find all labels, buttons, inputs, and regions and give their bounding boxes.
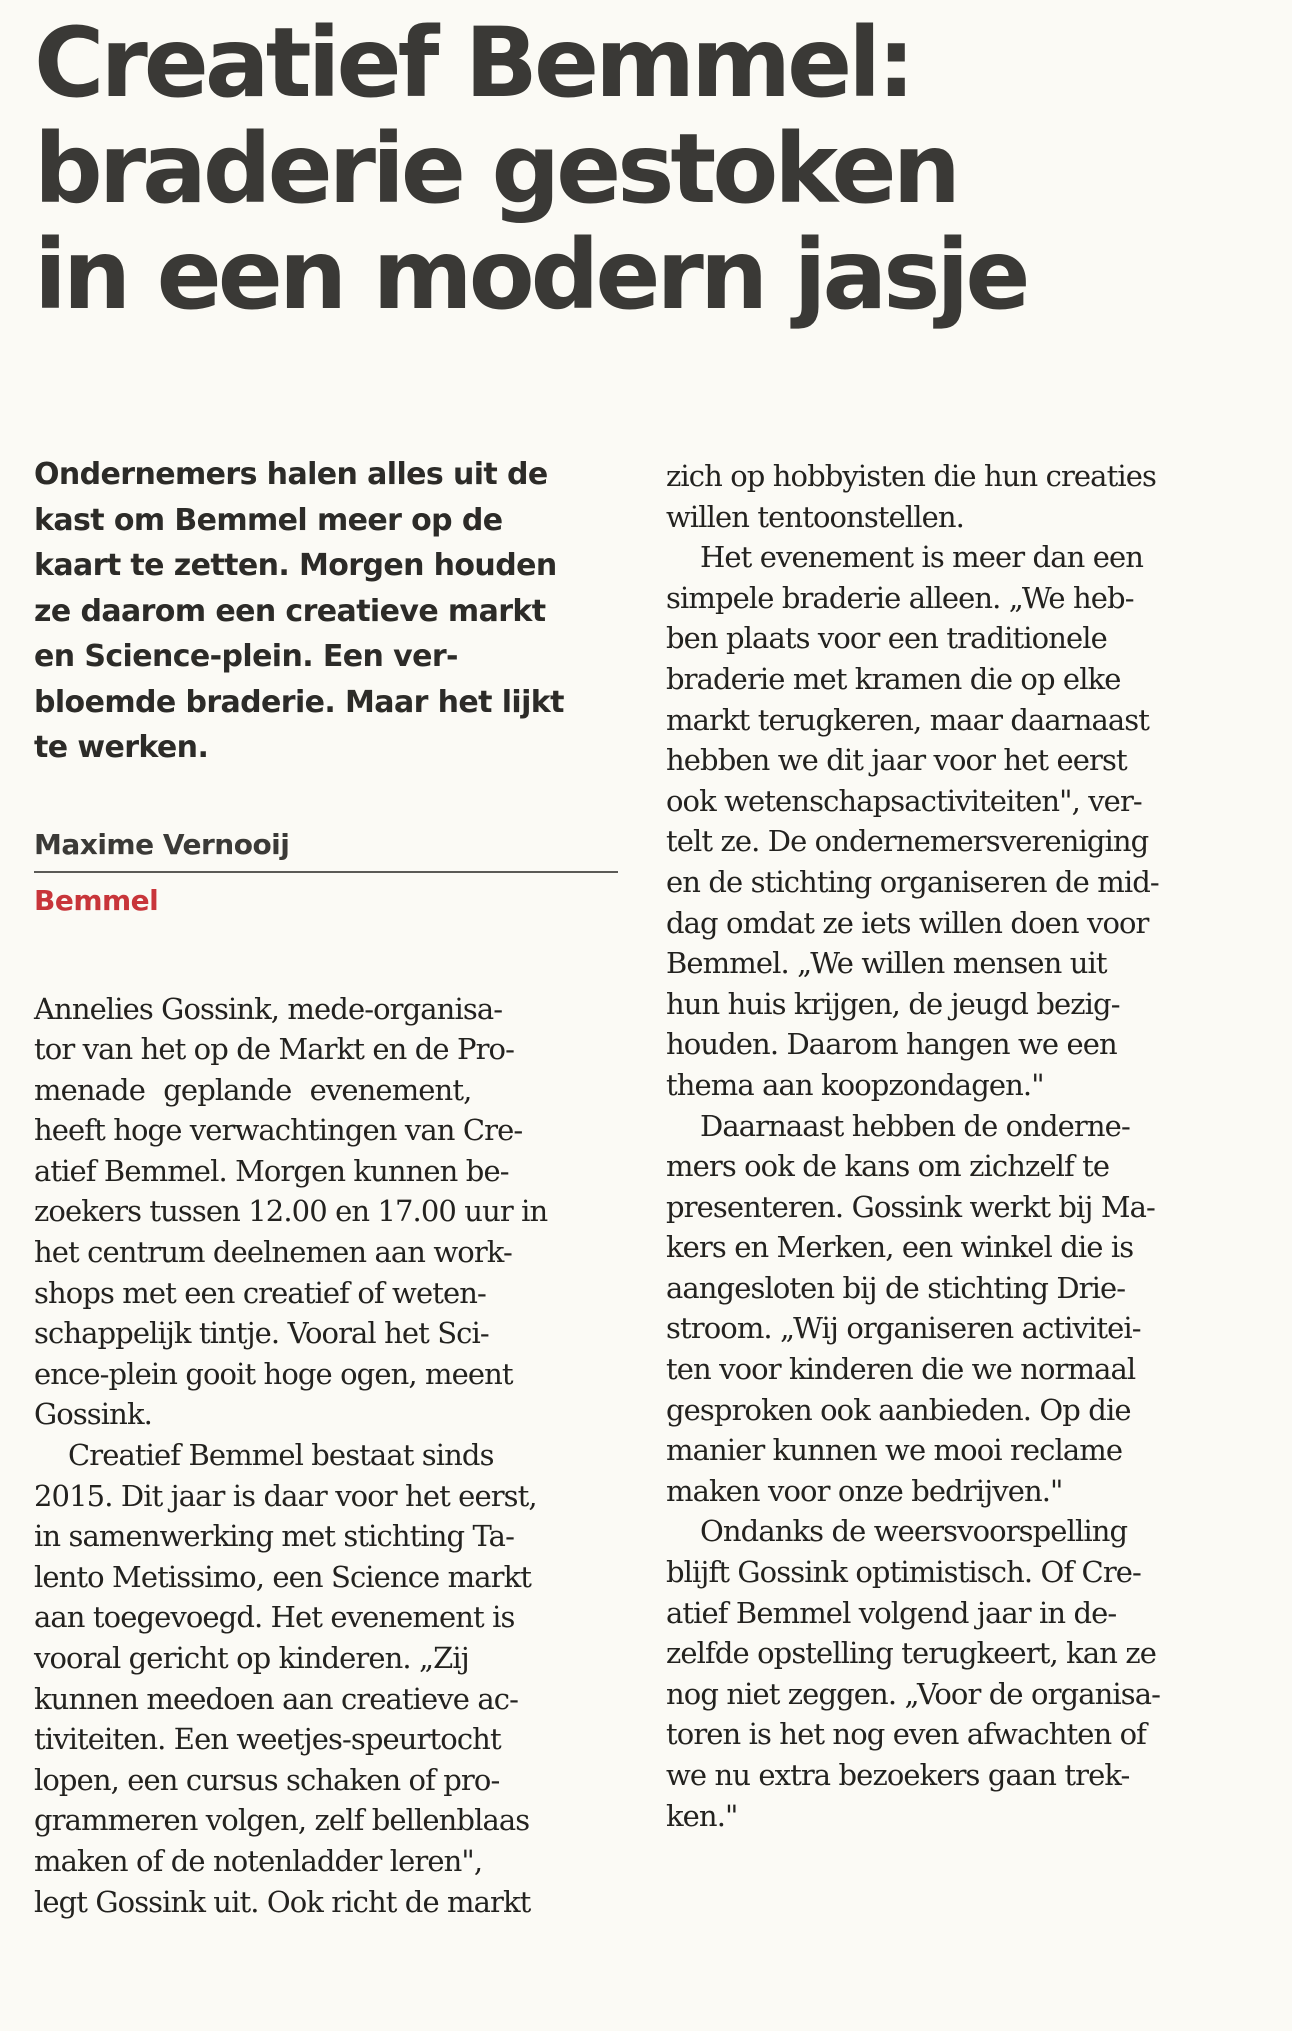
- article-body-left: [34, 989, 618, 1923]
- body-line: grammeren volgen, zelf bellenblaas: [34, 1803, 530, 1838]
- body-line: Ondanks de weersvoorspelling: [700, 1514, 1128, 1549]
- body-line: telt ze. De ondernemersvereniging: [666, 824, 1149, 859]
- headline: [34, 7, 1284, 331]
- intro-line: kast om Bemmel meer op de: [34, 502, 503, 538]
- body-line: in samenwerking met stichting Ta-: [34, 1519, 514, 1554]
- body-line: hun huis krijgen, de jeugd bezig-: [666, 986, 1120, 1021]
- body-line: manier kunnen we mooi reclame: [666, 1433, 1123, 1468]
- body-line: lento Metissimo, een Science markt: [34, 1559, 532, 1594]
- body-line: atief Bemmel. Morgen kunnen be-: [34, 1153, 509, 1188]
- body-line: Bemmel. „We willen mensen uit: [666, 946, 1107, 981]
- intro-paragraph: [34, 452, 618, 771]
- body-line: ben plaats voor een traditionele: [666, 621, 1107, 656]
- body-line: maken of de notenladder leren",: [34, 1843, 483, 1878]
- intro-line: ze daarom een creatieve markt: [34, 593, 546, 629]
- body-line: zelfde opstelling terugkeert, kan ze: [666, 1636, 1156, 1671]
- intro-line: bloemde braderie. Maar het lijkt: [34, 684, 564, 720]
- body-line: ence-plein gooit hoge ogen, meent: [34, 1356, 513, 1391]
- body-line: atief Bemmel volgend jaar in de-: [666, 1595, 1117, 1630]
- body-line: zich op hobbyisten die hun creaties: [666, 459, 1156, 493]
- intro-line: kaart te zetten. Morgen houden: [34, 548, 557, 583]
- body-line: markt terugkeren, maar daarnaast: [666, 702, 1150, 737]
- body-line: heeft hoge verwachtingen van Cre-: [34, 1113, 523, 1148]
- body-line: kers en Merken, een winkel die is: [666, 1230, 1134, 1265]
- body-line: simpele braderie alleen. „We heb-: [666, 580, 1134, 615]
- body-line: gesproken ook aanbieden. Op die: [666, 1392, 1131, 1427]
- body-line: ken.": [666, 1798, 738, 1833]
- body-line: aangesloten bij de stichting Drie-: [666, 1270, 1126, 1305]
- body-line: blijft Gossink optimistisch. Of Cre-: [666, 1555, 1141, 1590]
- body-line: aan toegevoegd. Het evenement is: [34, 1600, 515, 1635]
- body-line: houden. Daarom hangen we een: [666, 1027, 1117, 1062]
- body-line: mers ook de kans om zichzelf te: [666, 1149, 1110, 1184]
- body-line: shops met een creatief of weten-: [34, 1275, 486, 1310]
- body-line: tor van het op de Markt en de Pro-: [34, 1032, 514, 1067]
- body-line: en de stichting organiseren de mid-: [666, 864, 1159, 899]
- body-line: thema aan koopzondagen.": [666, 1067, 1044, 1102]
- body-line: legt Gossink uit. Ook richt de markt: [34, 1884, 531, 1919]
- body-line: het centrum deelnemen aan work-: [34, 1235, 512, 1270]
- body-line: we nu extra bezoekers gaan trek-: [666, 1758, 1130, 1792]
- body-line: toren is het nog even afwachten of: [666, 1717, 1147, 1752]
- body-line: Gossink.: [34, 1397, 152, 1432]
- headline-line: braderie gestoken: [34, 113, 957, 225]
- body-line: vooral gericht op kinderen. „Zij: [34, 1641, 469, 1675]
- article-body-right: [666, 456, 1252, 1836]
- intro-line: en Science-plein. Een ver-: [34, 639, 458, 674]
- body-line: braderie met kramen die op elke: [666, 661, 1121, 696]
- headline-line: Creatief Bemmel:: [34, 7, 912, 119]
- body-line: schappelijk tintje. Vooral het Sci-: [34, 1316, 489, 1351]
- intro-line: te werken.: [34, 730, 209, 765]
- body-line: ten voor kinderen die we normaal: [666, 1352, 1136, 1387]
- body-line: maken voor onze bedrijven.": [666, 1473, 1063, 1508]
- dateline-location: Bemmel: [34, 883, 159, 917]
- body-line: zoekers tussen 12.00 en 17.00 uur in: [34, 1194, 548, 1229]
- body-line: Het evenement is meer dan een: [700, 540, 1144, 575]
- left-column: [34, 452, 618, 1922]
- body-line: Annelies Gossink, mede-organisa-: [34, 991, 503, 1026]
- body-line: tiviteiten. Een weetjes-speurtocht: [34, 1722, 501, 1757]
- body-line: presenteren. Gossink werkt bij Ma-: [666, 1189, 1155, 1224]
- body-line: kunnen meedoen aan creatieve ac-: [34, 1681, 518, 1716]
- body-line: ook wetenschapsactiviteiten", ver-: [666, 783, 1142, 818]
- body-line: menade geplande evenement,: [34, 1072, 472, 1107]
- intro-line: Ondernemers halen alles uit de: [34, 457, 548, 492]
- author-byline: Maxime Vernooij: [34, 825, 618, 873]
- body-line: 2015. Dit jaar is daar voor het eerst,: [34, 1478, 537, 1513]
- body-line: willen tentoonstellen.: [666, 499, 964, 534]
- body-line: Daarnaast hebben de onderne-: [700, 1108, 1130, 1143]
- body-line: Creatief Bemmel bestaat sinds: [68, 1438, 494, 1473]
- body-line: nog niet zeggen. „Voor de organisa-: [666, 1676, 1161, 1711]
- body-line: stroom. „Wij organiseren activitei-: [666, 1311, 1141, 1346]
- body-line: dag omdat ze iets willen doen voor: [666, 905, 1149, 940]
- body-line: hebben we dit jaar voor het eerst: [666, 743, 1127, 778]
- headline-line: in een modern jasje: [34, 219, 1027, 331]
- body-line: lopen, een cursus schaken of pro-: [34, 1762, 500, 1797]
- right-column: [666, 456, 1252, 1836]
